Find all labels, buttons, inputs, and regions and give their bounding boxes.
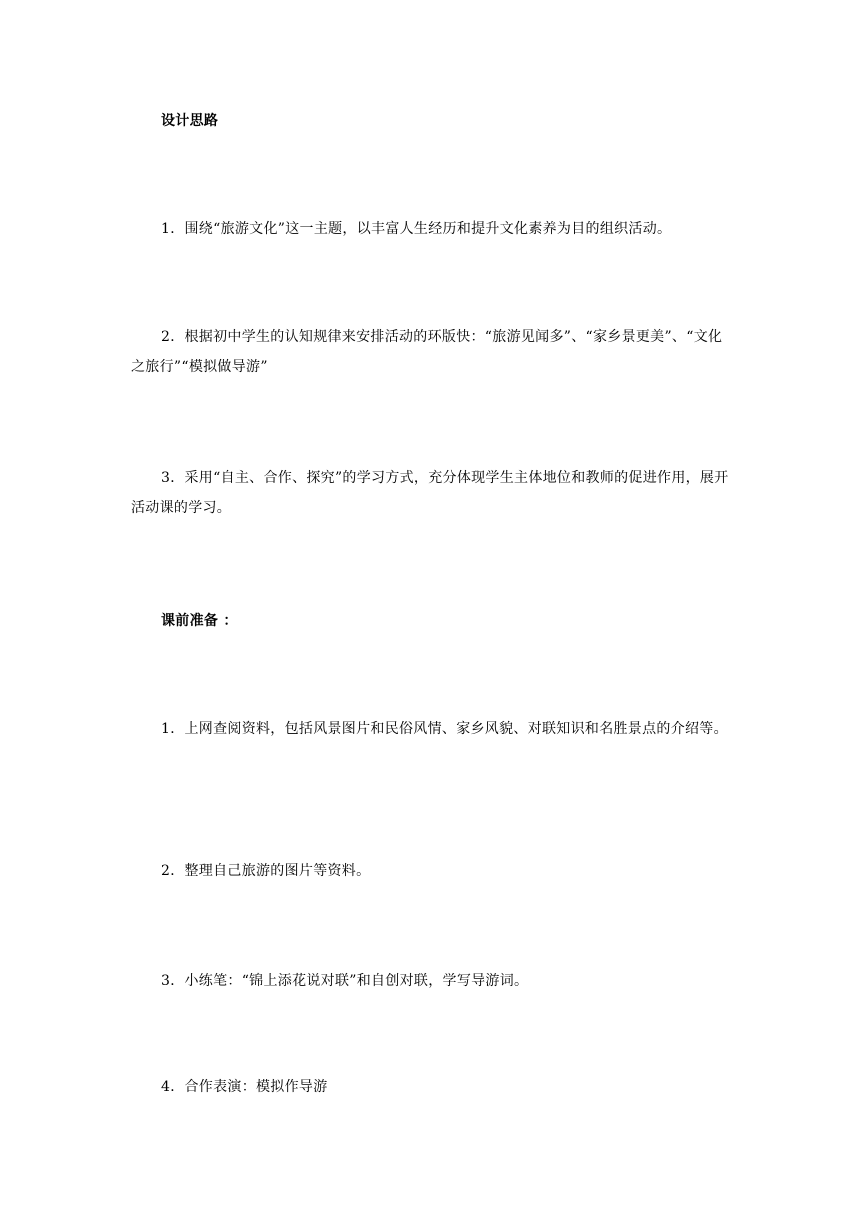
preparation-item-3: 3．小练笔：“锦上添花说对联”和自创对联，学写导游词。 (161, 973, 529, 989)
design-idea-item-1: 1．围绕“旅游文化”这一主题，以丰富人生经历和提升文化素养为目的组织活动。 (161, 221, 672, 237)
section-heading-preparation: 课前准备 ： (161, 613, 238, 629)
preparation-item-1: 1．上网查阅资料，包括风景图片和民俗风情、家乡风貌、对联知识和名胜景点的介绍等。 (161, 721, 728, 737)
design-idea-item-2: 2．根据初中学生的认知规律来安排活动的环版快：“旅游见闻多”、“家乡景更美”、“文化之旅行”“模拟做导游” (131, 329, 723, 375)
section-heading-design-idea: 设计思路 (161, 113, 219, 129)
preparation-item-2: 2．整理自己旅游的图片等资料。 (161, 863, 371, 879)
preparation-item-4: 4．合作表演：模拟作导游 (161, 1079, 328, 1095)
design-idea-item-3: 3．采用“自主、合作、探究”的学习方式，充分体现学生主体地位和教师的促进作用，展开活动课的学习。 (131, 470, 729, 516)
